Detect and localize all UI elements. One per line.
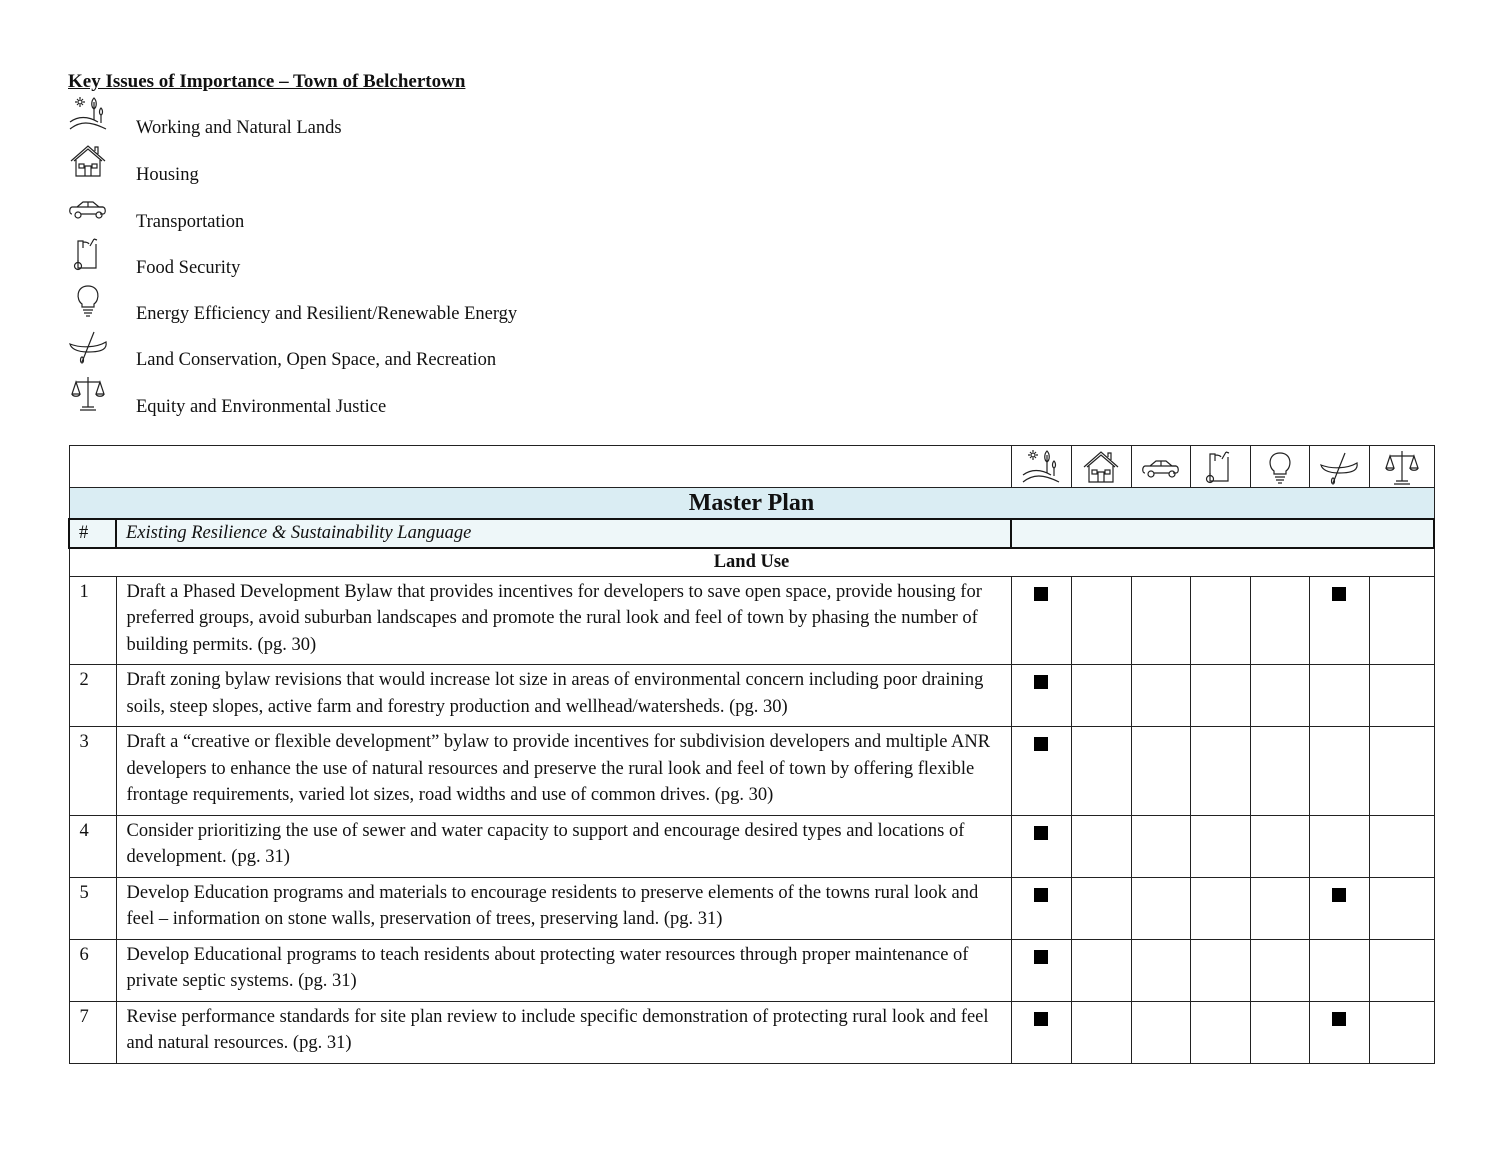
- table-row: [69, 1001, 1434, 1063]
- row-number: 1: [69, 576, 116, 665]
- issue-cell: [1071, 665, 1131, 727]
- issue-cell: [1131, 576, 1190, 665]
- column-header-row: [69, 519, 1434, 548]
- row-number: 2: [69, 665, 116, 727]
- blank-header-cell: [69, 446, 1011, 488]
- issue-cell: [1131, 665, 1190, 727]
- row-text: Draft zoning bylaw revisions that would increase lot size in areas of environmental concern including poor draining soils, steep slopes, active farm and forestry production and wellhead/watersheds. (pg. 30): [116, 665, 1011, 727]
- legend-label: Working and Natural Lands: [136, 118, 342, 138]
- landscape-icon: [1021, 449, 1061, 485]
- issue-cell: [1011, 727, 1071, 816]
- canoe-icon: [1319, 449, 1359, 485]
- issue-cell: [1190, 815, 1250, 877]
- issue-cell: [1369, 1001, 1434, 1063]
- issue-cell: [1309, 576, 1369, 665]
- lightbulb-icon: [68, 282, 108, 318]
- issue-cell: [1190, 939, 1250, 1001]
- table-row: [69, 665, 1434, 727]
- check-mark: [1034, 826, 1048, 840]
- row-number: 5: [69, 877, 116, 939]
- issue-cell: [1309, 1001, 1369, 1063]
- issue-cell: [1131, 815, 1190, 877]
- issue-cell: [1190, 1001, 1250, 1063]
- issue-cell: [1369, 939, 1434, 1001]
- issue-cell: [1190, 576, 1250, 665]
- issue-cell: [1011, 939, 1071, 1001]
- issue-cell: [1250, 815, 1309, 877]
- issue-column-icon: [1250, 446, 1309, 488]
- issue-cell: [1369, 877, 1434, 939]
- check-mark: [1034, 737, 1048, 751]
- issue-cell: [1071, 727, 1131, 816]
- row-text: Revise performance standards for site plan review to include specific demonstration of protecting rural look and feel and natural resources. (pg. 31): [116, 1001, 1011, 1063]
- table-row: [69, 877, 1434, 939]
- row-text: Develop Educational programs to teach residents about protecting water resources through proper maintenance of private septic systems. (pg. 31): [116, 939, 1011, 1001]
- issue-cell: [1369, 576, 1434, 665]
- master-plan-table: [68, 445, 1435, 1064]
- row-number: 3: [69, 727, 116, 816]
- issues-column-header: [1011, 519, 1434, 548]
- legend-label: Housing: [136, 165, 199, 185]
- car-icon: [1141, 449, 1181, 485]
- check-mark: [1034, 675, 1048, 689]
- legend-label: Equity and Environmental Justice: [136, 397, 387, 417]
- issue-cell: [1250, 576, 1309, 665]
- row-number: 6: [69, 939, 116, 1001]
- issue-cell: [1309, 727, 1369, 816]
- check-mark: [1034, 950, 1048, 964]
- issue-cell: [1250, 727, 1309, 816]
- legend-label: Energy Efficiency and Resilient/Renewable Energy: [136, 304, 518, 324]
- check-mark: [1332, 888, 1346, 902]
- check-mark: [1332, 587, 1346, 601]
- issue-cell: [1011, 877, 1071, 939]
- check-mark: [1034, 888, 1048, 902]
- issue-cell: [1309, 665, 1369, 727]
- legend-item: [68, 375, 668, 421]
- issue-cell: [1190, 727, 1250, 816]
- legend-item: [68, 282, 668, 328]
- issue-cell: [1369, 727, 1434, 816]
- car-icon: [68, 190, 108, 226]
- table-row: [69, 815, 1434, 877]
- check-mark: [1034, 1012, 1048, 1026]
- issue-cell: [1250, 877, 1309, 939]
- language-column-header: Existing Resilience & Sustainability Language: [116, 519, 1011, 548]
- issue-cell: [1011, 576, 1071, 665]
- issue-cell: [1011, 1001, 1071, 1063]
- issue-cell: [1309, 877, 1369, 939]
- issue-cell: [1131, 1001, 1190, 1063]
- row-number: 4: [69, 815, 116, 877]
- row-text: Draft a Phased Development Bylaw that provides incentives for developers to save open space, provide housing for preferred groups, avoid suburban landscapes and promote the rural look and feel of town by phasing the number of building permits. (pg. 30): [116, 576, 1011, 665]
- issue-column-icon: [1369, 446, 1434, 488]
- section-heading: Land Use: [69, 548, 1434, 577]
- issue-cell: [1071, 815, 1131, 877]
- issue-column-icon: [1309, 446, 1369, 488]
- issue-cell: [1011, 815, 1071, 877]
- issue-cell: [1250, 1001, 1309, 1063]
- legend-item: [68, 96, 668, 142]
- grocery-bag-icon: [1200, 449, 1240, 485]
- legend-label: Food Security: [136, 258, 241, 278]
- table-heading: Master Plan: [69, 488, 1434, 520]
- lightbulb-icon: [1260, 449, 1300, 485]
- icon-header-row: [69, 446, 1434, 488]
- house-icon: [68, 143, 108, 179]
- row-text: Develop Education programs and materials to encourage residents to preserve elements of the towns rural look and feel – information on stone walls, preservation of trees, preserving land. (pg. 31): [116, 877, 1011, 939]
- issue-cell: [1369, 815, 1434, 877]
- issue-column-icon: [1071, 446, 1131, 488]
- issue-column-icon: [1011, 446, 1071, 488]
- row-number: 7: [69, 1001, 116, 1063]
- legend-item: [68, 190, 668, 236]
- table-row: [69, 939, 1434, 1001]
- table-row: [69, 576, 1434, 665]
- check-mark: [1332, 1012, 1346, 1026]
- canoe-icon: [68, 328, 108, 364]
- row-text: Draft a “creative or flexible development” bylaw to provide incentives for subdivision developers and multiple ANR developers to enhance the use of natural resources and preserve the rural look and feel of town by offering flexible frontage requirements, varied lot sizes, road widths and use of common drives. (pg. 30): [116, 727, 1011, 816]
- issue-column-icon: [1131, 446, 1190, 488]
- issue-column-icon: [1190, 446, 1250, 488]
- issue-cell: [1071, 1001, 1131, 1063]
- table-row: [69, 727, 1434, 816]
- issue-cell: [1309, 939, 1369, 1001]
- legend-label: Land Conservation, Open Space, and Recreation: [136, 350, 497, 370]
- check-mark: [1034, 587, 1048, 601]
- row-text: Consider prioritizing the use of sewer and water capacity to support and encourage desired types and locations of development. (pg. 31): [116, 815, 1011, 877]
- landscape-icon: [68, 96, 108, 132]
- issue-cell: [1190, 665, 1250, 727]
- grocery-bag-icon: [68, 236, 108, 272]
- legend-item: [68, 143, 668, 189]
- house-icon: [1081, 449, 1121, 485]
- issue-cell: [1309, 815, 1369, 877]
- issue-cell: [1369, 665, 1434, 727]
- number-column-header: #: [69, 519, 116, 548]
- page-title: Key Issues of Importance – Town of Belchertown: [68, 71, 466, 92]
- issue-cell: [1131, 727, 1190, 816]
- legend-label: Transportation: [136, 212, 245, 232]
- issue-cell: [1071, 877, 1131, 939]
- legend-item: [68, 236, 668, 282]
- issue-cell: [1071, 576, 1131, 665]
- scales-icon: [1382, 449, 1422, 485]
- issue-cell: [1250, 939, 1309, 1001]
- scales-icon: [68, 375, 108, 411]
- legend-item: [68, 328, 668, 374]
- issue-cell: [1131, 939, 1190, 1001]
- issue-cell: [1131, 877, 1190, 939]
- issue-cell: [1071, 939, 1131, 1001]
- issue-cell: [1250, 665, 1309, 727]
- issue-cell: [1011, 665, 1071, 727]
- issue-cell: [1190, 877, 1250, 939]
